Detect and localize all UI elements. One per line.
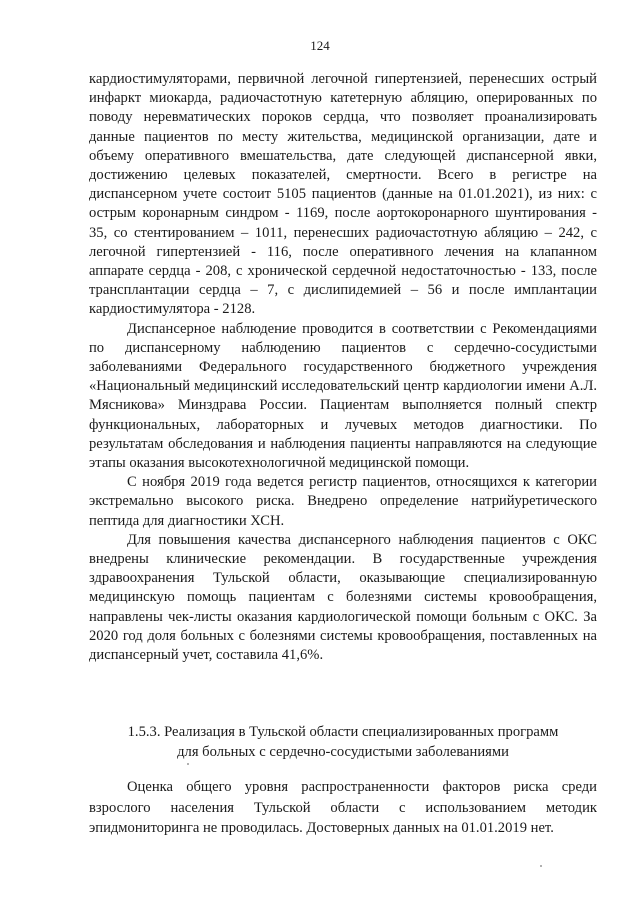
final-text <box>89 777 597 839</box>
paragraph-dispensary-observation: Диспансерное наблюдение проводится в соответствии с Рекомендациями по диспансерному наблюдению пациентов с сердечно-сосудистыми заболеваниями Федерального государственного бюджетного учреждения «Национальный медицинский исследовательский центр кардиологии имени А.Л. Мясникова» Минздрава России. Пациентам выполняется полный спектр функциональных, лабораторных и лучевых методов диагностики. По результатам обследования и наблюдения пациенты направляются на следующие этапы оказания высокотехнологичной медицинской помощи. <box>89 320 597 472</box>
section-heading-line-2: для больных с сердечно-сосудистыми заболеваниями <box>177 743 509 760</box>
paragraph-oks-recommendations: Для повышения качества диспансерного наблюдения пациентов с ОКС внедрены клинические рекомендации. В государственные учреждения здравоохранения Тульской области, оказывающие специализированную медицинскую помощь пациентам с болезнями системы кровообращения, направлены чек-листы оказания кардиологической помощи больным с ОКС. За 2020 год доля больных с болезнями системы кровообращения, поставленных на диспансерный учет, составила 41,6%. <box>89 531 597 664</box>
paragraph-registry-2019: С ноября 2019 года ведется регистр пациентов, относящихся к категории экстремально высокого риска. Внедрено определение натрийуретического пептида для диагностики ХСН. <box>89 474 597 529</box>
scan-speck <box>540 865 542 867</box>
page-number: 124 <box>310 38 330 53</box>
section-heading-line-1: 1.5.3. Реализация в Тульской области специализированных программ <box>127 724 559 740</box>
body-text <box>89 70 597 665</box>
paragraph-risk-factors: Оценка общего уровня распространенности факторов риска среди взрослого населения Тульской области с использованием методик эпидмониторинга не проводилась. Достоверных данных на 01.01.2019 нет. <box>89 779 597 836</box>
section-heading <box>89 723 597 762</box>
paragraph-continuation: кардиостимуляторами, первичной легочной гипертензией, перенесших острый инфаркт миокарда, радиочастотную катетерную абляцию, оперированных по поводу неревматических пороков сердца, что позволяет проанализировать данные пациентов по месту жительства, медицинской организации, дате и объему оперативного вмешательства, дате следующей диспансерной явки, достижению целевых показателей, смертности. Всего в регистре на диспансерном учете состоит 5105 пациентов (данные на 01.01.2021), из них: с острым коронарным синдром - 1169, после аортокоронарного шунтирования - 35, со стентированием – 1011, перенесших радиочастотную абляцию – 242, с легочной гипертензией - 116, после оперативного лечения на клапанном аппарате сердца - 208, с хронической сердечной недостаточностью - 133, после трансплантации сердца – 7, с дислипидемией – 56 и после имплантации кардиостимулятора - 2128. <box>89 71 597 318</box>
scan-speck <box>187 763 189 765</box>
